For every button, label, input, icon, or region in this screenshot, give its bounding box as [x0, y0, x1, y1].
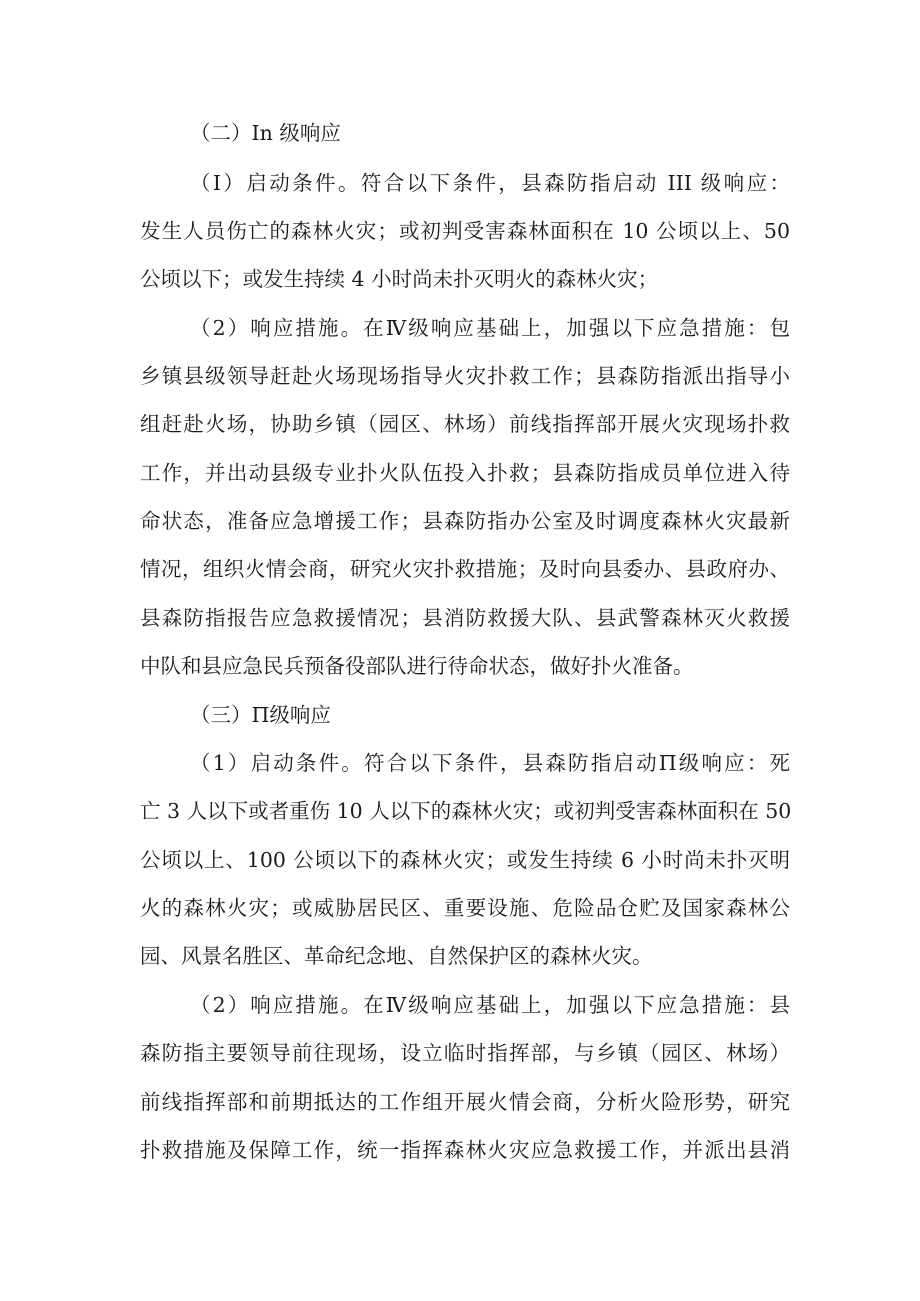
paragraph-line: 工作，并出动县级专业扑火队伍投入扑救；县森防指成员单位进入待 — [140, 461, 790, 485]
paragraph-line: （I）启动条件。符合以下条件，县森防指启动 III 级响应： — [190, 171, 790, 195]
paragraph-line: （2）响应措施。在Ⅳ级响应基础上，加强以下应急措施：包 — [190, 316, 790, 340]
paragraph-line: 公顷以下；或发生持续 4 小时尚未扑灭明火的森林火灾； — [140, 267, 659, 291]
paragraph-line: （2）响应措施。在Ⅳ级响应基础上，加强以下应急措施：县 — [190, 993, 790, 1017]
paragraph-line: 森防指主要领导前往现场，设立临时指挥部，与乡镇（园区、林场） — [140, 1041, 790, 1065]
paragraph-line: 扑救措施及保障工作，统一指挥森林火灾应急救援工作，并派出县消 — [140, 1138, 790, 1162]
paragraph-line: 公顷以上、100 公顷以下的森林火灾；或发生持续 6 小时尚未扑灭明 — [140, 848, 790, 872]
paragraph-line: 组赶赴火场，协助乡镇（园区、林场）前线指挥部开展火灾现场扑救 — [140, 412, 790, 436]
section-heading-level-2: （三）Π级响应 — [190, 703, 331, 727]
paragraph-line: 前线指挥部和前期抵达的工作组开展火情会商，分析火险形势，研究 — [140, 1090, 790, 1114]
paragraph-line: （1）启动条件。符合以下条件，县森防指启动Π级响应：死 — [190, 751, 790, 775]
paragraph-line: 中队和县应急民兵预备役部队进行待命状态，做好扑火准备。 — [140, 654, 694, 678]
paragraph-line: 发生人员伤亡的森林火灾；或初判受害森林面积在 10 公顷以上、50 — [140, 219, 790, 243]
paragraph-line: 园、风景名胜区、革命纪念地、自然保护区的森林火灾。 — [140, 944, 653, 968]
paragraph-line: 县森防指报告应急救援情况；县消防救援大队、县武警森林灭火救援 — [140, 606, 790, 630]
paragraph-line: 乡镇县级领导赶赴火场现场指导火灾扑救工作；县森防指派出指导小 — [140, 364, 790, 388]
paragraph-line: 亡 3 人以下或者重伤 10 人以下的森林火灾；或初判受害森林面积在 50 — [140, 799, 792, 823]
section-heading-level-3: （二）In 级响应 — [190, 121, 341, 145]
paragraph-line: 情况，组织火情会商，研究火灾扑救措施；及时向县委办、县政府办、 — [140, 557, 790, 581]
paragraph-line: 火的森林火灾；或威胁居民区、重要设施、危险品仓贮及国家森林公 — [140, 896, 790, 920]
paragraph-line: 命状态，准备应急增援工作；县森防指办公室及时调度森林火灾最新 — [140, 509, 790, 533]
